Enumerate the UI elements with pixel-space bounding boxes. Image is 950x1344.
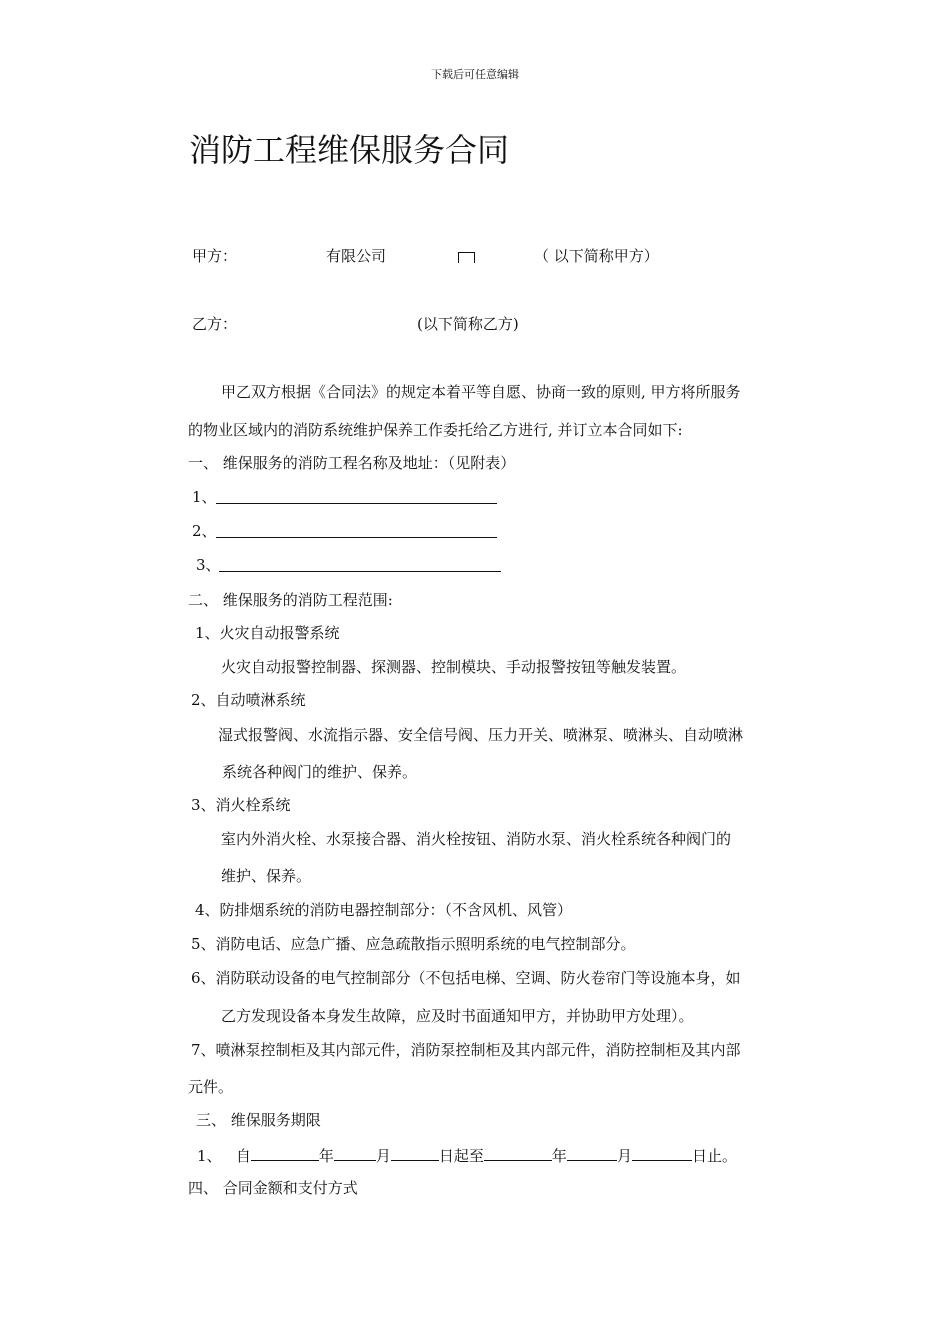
term-num: 1、	[197, 1147, 222, 1165]
section-1-item-2: 2、	[192, 522, 217, 540]
section-3-heading: 三、 维保服务期限	[196, 1111, 321, 1129]
section-1-item-1: 1、	[192, 488, 217, 506]
item-2-title: 2、自动喷淋系统	[191, 691, 306, 709]
term-month-1: 月	[375, 1147, 391, 1165]
day-blank-1	[391, 1144, 439, 1161]
blank-line-2	[216, 537, 497, 538]
term-from: 自	[235, 1147, 251, 1165]
page-header: 下载后可任意编辑	[431, 68, 519, 81]
bracket-mark	[458, 252, 475, 263]
item-4: 4、防排烟系统的消防电器控制部分：（不含风机、风管）	[195, 901, 573, 919]
blank-line-1	[216, 503, 497, 504]
item-3-desc-2: 维护、保养。	[221, 867, 312, 885]
month-blank-2	[567, 1144, 617, 1161]
intro-line-1: 甲乙双方根据《合同法》的规定本着平等自愿、协商一致的原则, 甲方将所服务	[221, 383, 741, 401]
item-3-title: 3、消火栓系统	[191, 796, 291, 814]
item-7-line-2: 元件。	[188, 1078, 234, 1096]
term-year-1: 年	[318, 1147, 334, 1165]
year-blank-2	[484, 1144, 552, 1161]
day-blank-2	[632, 1144, 692, 1161]
term-to: 日起至	[438, 1147, 484, 1165]
party-b-note: (以下简称乙方)	[417, 315, 519, 333]
item-6-line-1: 6、消防联动设备的电气控制部分（不包括电梯、空调、防火卷帘门等设施本身，如	[191, 969, 741, 987]
item-1-title: 1、火灾自动报警系统	[195, 624, 340, 642]
item-5: 5、消防电话、应急广播、应急疏散指示照明系统的电气控制部分。	[191, 935, 636, 953]
section-1-heading: 一、 维保服务的消防工程名称及地址：（见附表）	[188, 454, 516, 472]
section-4-heading: 四、 合同金额和支付方式	[188, 1179, 358, 1197]
blank-line-3	[219, 571, 501, 572]
section-1-item-3: 3、	[196, 556, 221, 574]
item-6-line-2: 乙方发现设备本身发生故障，应及时书面通知甲方，并协助甲方处理）。	[221, 1007, 694, 1025]
item-3-desc-1: 室内外消火栓、水泵接合器、消火栓按钮、消防水泵、消火栓系统各种阀门的	[221, 830, 732, 848]
party-b-label: 乙方：	[192, 315, 238, 333]
item-2-desc-2: 系统各种阀门的维护、保养。	[222, 763, 418, 781]
section-2-heading: 二、 维保服务的消防工程范围:	[188, 591, 393, 609]
item-2-desc-1: 湿式报警阀、水流指示器、安全信号阀、压力开关、喷淋泵、喷淋头、自动喷淋	[218, 726, 744, 744]
term-end: 日止。	[691, 1147, 737, 1165]
item-7-line-1: 7、喷淋泵控制柜及其内部元件，消防泵控制柜及其内部元件，消防控制柜及其内部	[191, 1041, 741, 1059]
item-1-desc: 火灾自动报警控制器、探测器、控制模块、手动报警按钮等触发装置。	[221, 658, 687, 676]
term-line	[197, 1144, 737, 1166]
intro-line-2: 的物业区域内的消防系统维护保养工作委托给乙方进行, 并订立本合同如下:	[188, 421, 683, 439]
month-blank-1	[334, 1144, 376, 1161]
party-a-company: 有限公司	[326, 247, 387, 265]
term-year-2: 年	[551, 1147, 567, 1165]
party-a-label: 甲方：	[192, 247, 238, 265]
party-a-note: （ 以下简称甲方）	[534, 247, 659, 265]
year-blank-1	[251, 1144, 319, 1161]
document-title: 消防工程维保服务合同	[189, 131, 510, 169]
term-month-2: 月	[616, 1147, 632, 1165]
